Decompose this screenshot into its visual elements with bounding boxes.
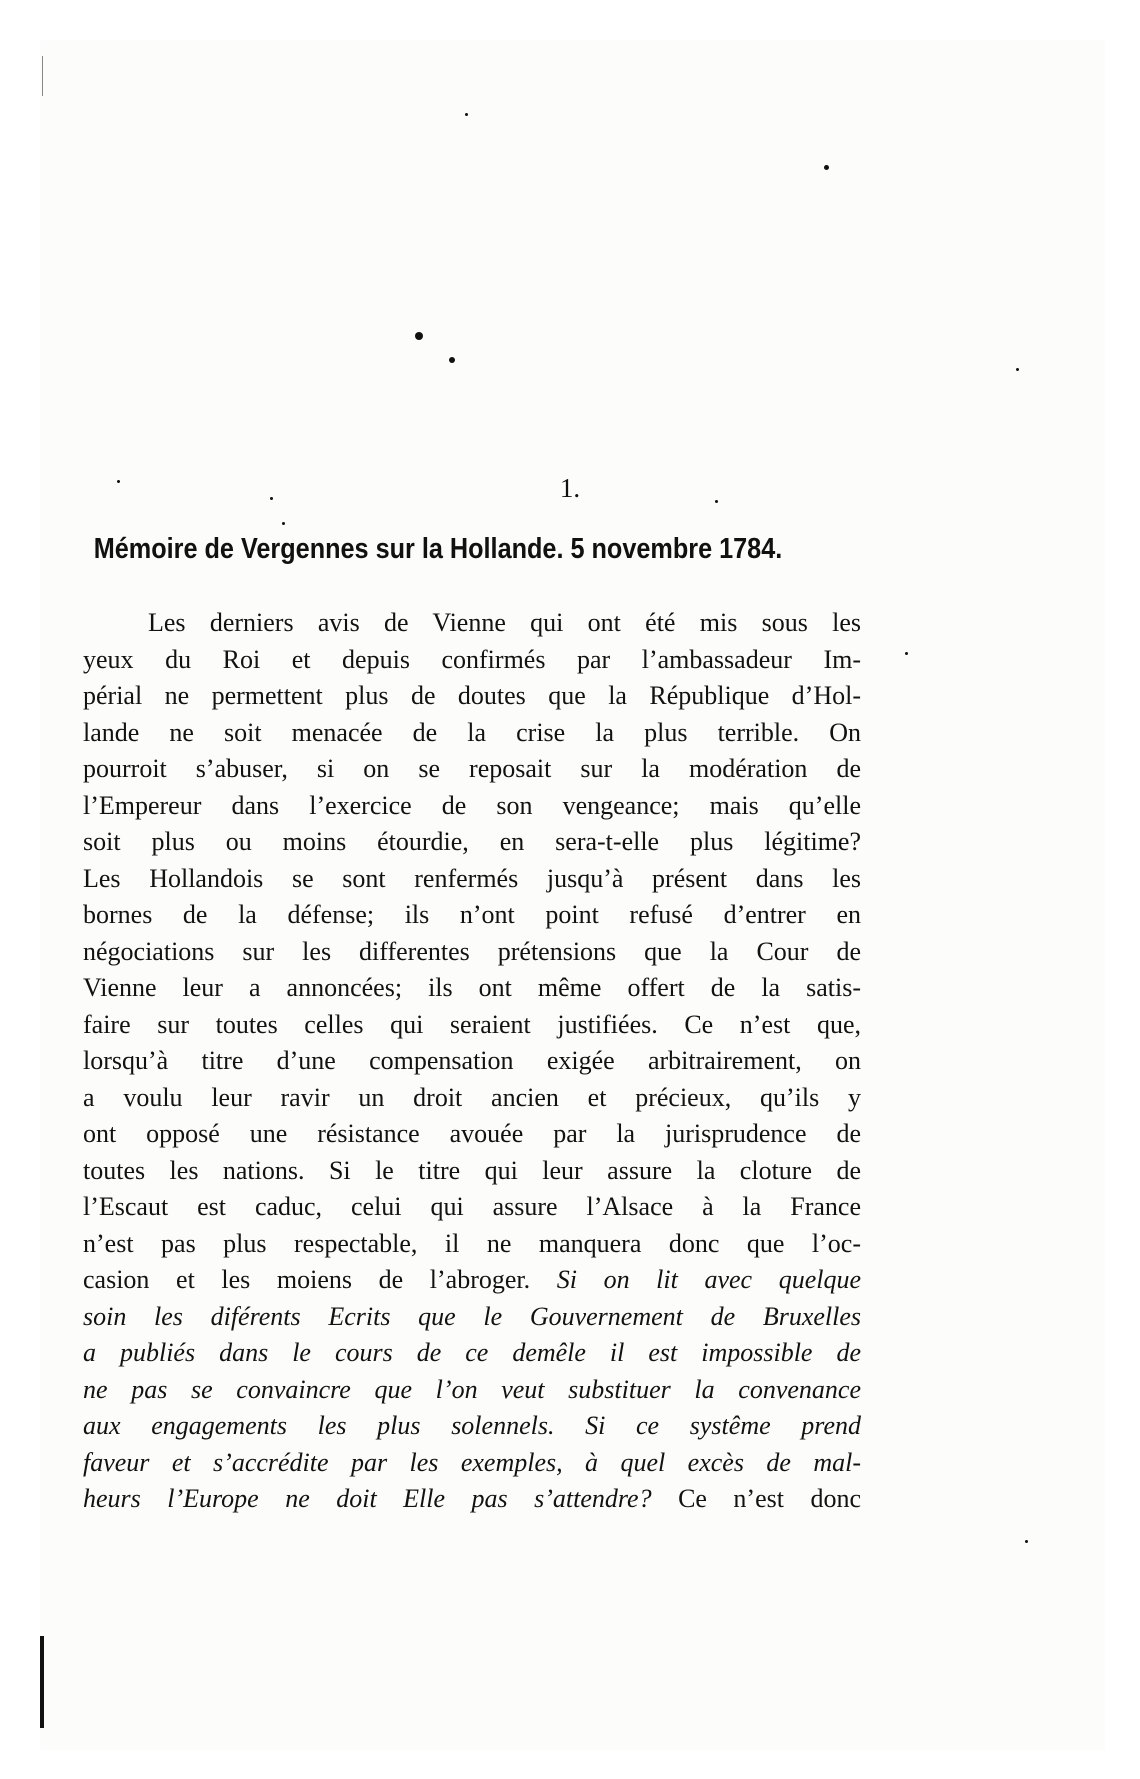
scan-speck	[449, 357, 455, 363]
text-line	[83, 897, 861, 934]
text-line	[83, 1116, 861, 1153]
italic-text: faveur et s’accrédite par les exemples, à quel excès de mal-	[83, 1447, 861, 1477]
text-line	[83, 934, 861, 971]
text-segment: yeux du Roi et depuis confirmés par l’ambassadeur Im-	[83, 644, 861, 674]
text-line	[83, 970, 861, 1007]
text-line	[83, 1262, 861, 1299]
scan-speck	[905, 652, 908, 655]
text-line	[83, 1007, 861, 1044]
scan-edge-mark	[40, 1636, 44, 1728]
text-segment: casion et les moiens de l’abroger.	[83, 1265, 557, 1294]
text-line	[83, 1189, 861, 1226]
text-line	[83, 1445, 861, 1482]
text-line	[83, 788, 861, 825]
text-line	[83, 642, 861, 679]
body-text	[83, 605, 861, 1518]
text-segment: lande ne soit menacée de la crise la plus terrible. On	[83, 717, 861, 747]
text-segment: Les derniers avis de Vienne qui ont été mis sous les	[148, 608, 861, 637]
text-line	[83, 1043, 861, 1080]
text-segment: toutes les nations. Si le titre qui leur assure la cloture de	[83, 1155, 861, 1185]
text-segment: l’Empereur dans l’exercice de son vengeance; mais qu’elle	[83, 790, 861, 820]
text-segment: a voulu leur ravir un droit ancien et précieux, qu’ils y	[83, 1082, 861, 1112]
text-segment: Vienne leur a annoncées; ils ont même offert de la satis-	[83, 973, 861, 1002]
text-line	[83, 715, 861, 752]
text-segment: Ce n’est donc	[678, 1484, 861, 1513]
text-segment: ont opposé une résistance avouée par la jurisprudence de	[83, 1119, 861, 1148]
italic-text: heurs l’Europe ne doit Elle pas s’attendre?	[83, 1484, 679, 1513]
scan-speck	[824, 165, 829, 170]
text-segment: n’est pas plus respectable, il ne manquera donc que l’oc-	[83, 1228, 861, 1258]
italic-text: aux engagements les plus solennels. Si ce systême prend	[83, 1411, 861, 1440]
text-line	[83, 605, 861, 642]
text-line	[83, 1481, 861, 1518]
text-line	[83, 678, 861, 715]
text-line	[83, 1080, 861, 1117]
text-segment: lorsqu’à titre d’une compensation exigée arbitrairement, on	[83, 1046, 861, 1075]
italic-text: a publiés dans le cours de ce demêle il est impossible de	[83, 1338, 861, 1367]
text-segment: négociations sur les differentes prétensions que la Cour de	[83, 936, 861, 966]
text-segment: pourroit s’abuser, si on se reposait sur la modération de	[83, 754, 861, 783]
scan-speck	[415, 332, 423, 340]
text-line	[83, 1335, 861, 1372]
scan-speck	[282, 522, 285, 525]
scan-speck	[465, 113, 468, 116]
section-number: 1.	[559, 473, 581, 503]
italic-text: ne pas se convaincre que l’on veut substituer la convenance	[83, 1374, 861, 1404]
text-segment: l’Escaut est caduc, celui qui assure l’Alsace à la France	[83, 1192, 861, 1221]
text-segment: périal ne permettent plus de doutes que la République d’Hol-	[83, 681, 861, 710]
text-segment: Les Hollandois se sont renfermés jusqu’à présent dans les	[83, 863, 861, 893]
text-line	[83, 824, 861, 861]
page-title: Mémoire de Vergennes sur la Hollande. 5 novembre 1784.	[93, 533, 783, 565]
scan-edge-mark	[42, 56, 43, 96]
text-line	[83, 1226, 861, 1263]
text-line	[83, 1372, 861, 1409]
scan-speck	[1016, 368, 1019, 371]
text-line	[83, 1408, 861, 1445]
text-segment: soit plus ou moins étourdie, en sera-t-elle plus légitime?	[83, 827, 861, 856]
text-line	[83, 1299, 861, 1336]
italic-text: soin les diférents Ecrits que le Gouvernement de Bruxelles	[83, 1301, 861, 1331]
text-line	[83, 861, 861, 898]
text-line	[83, 751, 861, 788]
italic-text: Si on lit avec quelque	[556, 1265, 861, 1294]
text-line	[83, 1153, 861, 1190]
text-segment: bornes de la défense; ils n’ont point refusé d’entrer en	[83, 900, 861, 929]
scan-speck	[1025, 1540, 1028, 1543]
text-segment: faire sur toutes celles qui seraient justifiées. Ce n’est que,	[83, 1009, 861, 1039]
